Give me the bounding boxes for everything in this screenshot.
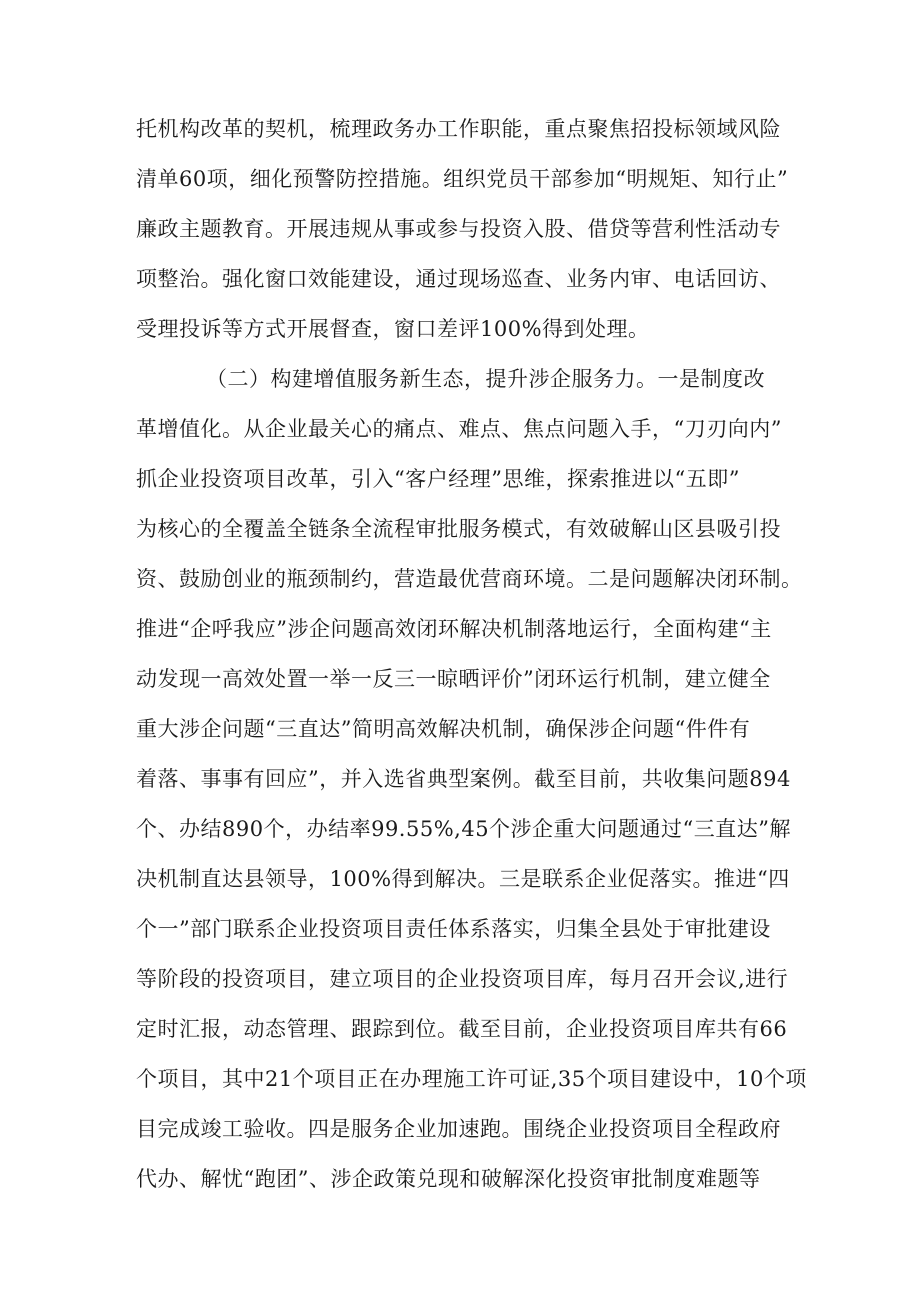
text-line: 个一”部门联系企业投资项目责任体系落实，归集全县处于审批建设 (136, 917, 771, 941)
text-line: 个项目，其中21个项目正在办理施工许可证,35个项目建设中，10个项 (136, 1067, 807, 1091)
text-line: 决机制直达县领导，100%得到解决。三是联系企业促落实。推进“四 (136, 867, 790, 891)
text-line: 清单60项，细化预警防控措施。组织党员干部参加“明规矩、知行止” (136, 167, 789, 191)
section-heading-line: （二）构建增值服务新生态，提升涉企服务力。一是制度改 (206, 367, 765, 391)
text-line: 目完成竣工验收。四是服务企业加速跑。围绕企业投资项目全程政府 (136, 1117, 781, 1141)
text-line: 革增值化。从企业最关心的痛点、难点、焦点问题入手，“刀刃向内” (136, 417, 782, 441)
text-line: 资、鼓励创业的瓶颈制约，营造最优营商环境。二是问题解决闭环制。 (136, 567, 803, 591)
text-line: 项整治。强化窗口效能建设，通过现场巡查、业务内审、电话回访、 (136, 267, 781, 291)
text-line: 廉政主题教育。开展违规从事或参与投资入股、借贷等营利性活动专 (136, 217, 781, 241)
text-line: 重大涉企问题“三直达”简明高效解决机制，确保涉企问题“件件有 (136, 717, 751, 741)
text-line: 着落、事事有回应”，并入选省典型案例。截至目前，共收集问题894 (136, 767, 791, 791)
text-line: 抓企业投资项目改革，引入“客户经理”思维，探索推进以“五即” (136, 467, 740, 491)
text-line: 代办、解忧“跑团”、涉企政策兑现和破解深化投资审批制度难题等 (136, 1167, 761, 1191)
text-line: 为核心的全覆盖全链条全流程审批服务模式，有效破解山区县吸引投 (136, 517, 781, 541)
text-line: 托机构改革的契机，梳理政务办工作职能，重点聚焦招投标领域风险 (136, 117, 781, 141)
text-line: 动发现一高效处置一举一反三一晾晒评价”闭环运行机制，建立健全 (136, 667, 771, 691)
text-line: 受理投诉等方式开展督查，窗口差评100%得到处理。 (136, 317, 650, 341)
text-line: 定时汇报，动态管理、跟踪到位。截至目前，企业投资项目库共有66 (136, 1017, 788, 1041)
text-line: 推进“企呼我应”涉企问题高效闭环解决机制落地运行，全面构建“主 (136, 617, 772, 641)
text-line: 等阶段的投资项目，建立项目的企业投资项目库，每月召开会议,进行 (136, 967, 789, 991)
text-line: 个、办结890个，办结率99.55%,45个涉企重大问题通过“三直达”解 (136, 817, 792, 841)
